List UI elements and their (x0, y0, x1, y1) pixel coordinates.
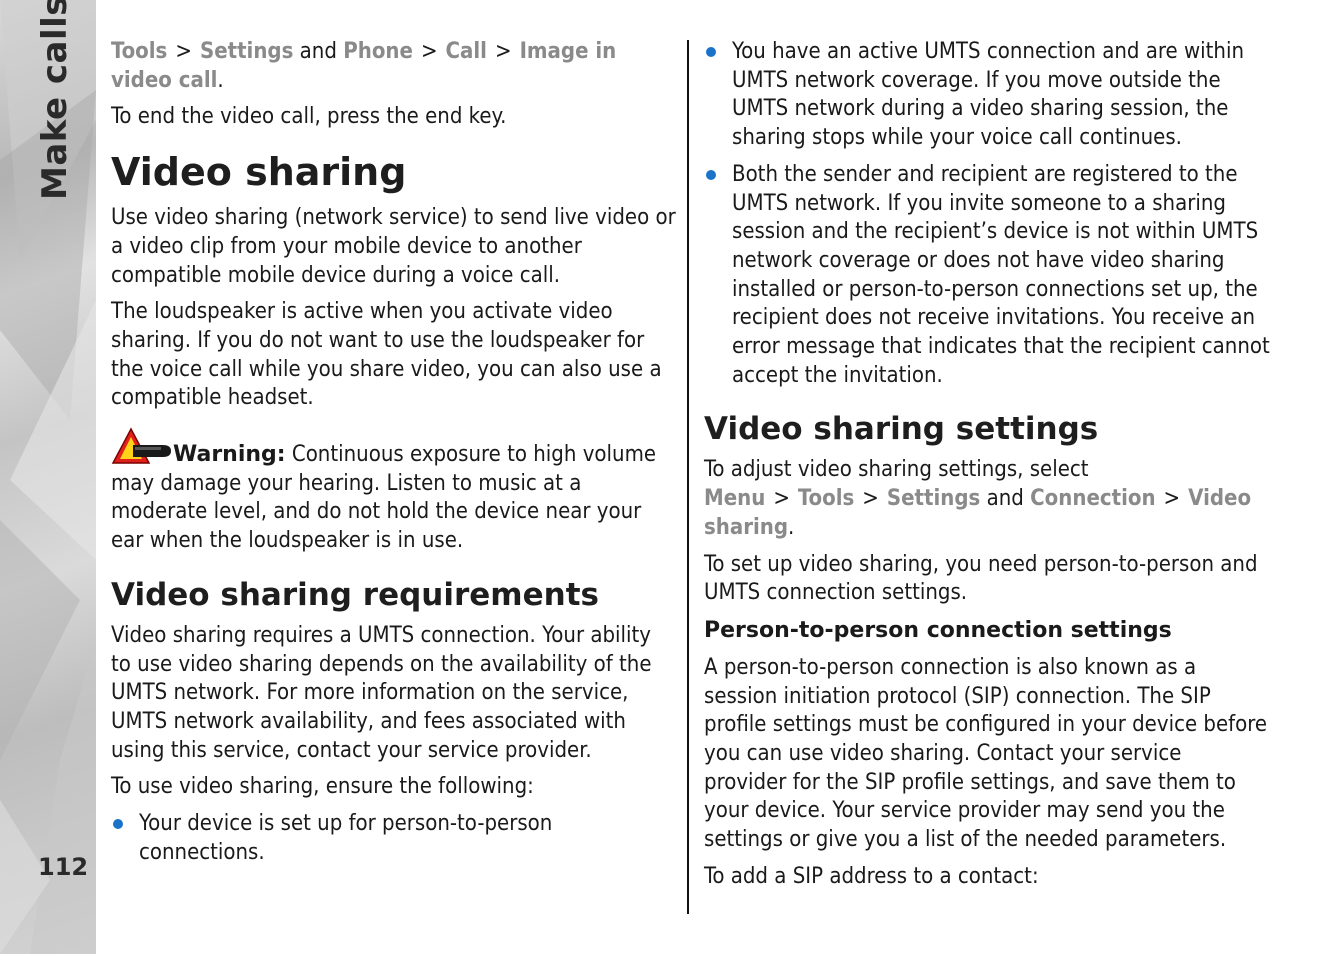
add-sip-paragraph: To add a SIP address to a contact: (704, 863, 1039, 889)
requirements-paragraph: Video sharing requires a UMTS connection. Your ability to use video sharing depends on the availability of the UMTS network. For more information on the service, UMTS network availability, and fees associated with using this service, contact your service provider. (111, 622, 652, 763)
warning-triangle-hand-icon (111, 427, 173, 467)
menu-path-image-in-video-call: Image in video call (111, 39, 617, 93)
loudspeaker-paragraph: The loudspeaker is active when you activate video sharing. If you do not want to use the loudspeaker for the voice call while you share video, you can also use a compatible headset. (111, 299, 662, 411)
warning-text: Continuous exposure to high volume may damage your hearing. Listen to music at a moderate level, and do not hold the device near your ear when the loudspeaker is in use. (111, 442, 657, 554)
menu-path-menu: Menu (704, 486, 766, 512)
settings-heading: Video sharing settings (704, 411, 1099, 448)
section-title (35, 160, 75, 200)
menu-path-settings: Settings (199, 39, 294, 64)
p2p-paragraph: A person-to-person connection is also known as a session initiation protocol (SIP) connection. The SIP profile settings must be configured in your device before you can use video sharing. Contact your service provider for the SIP profile settings, and save them to your device. Your service provider may send you the settings or give you a list of the needed parameters. (704, 654, 1268, 853)
menu-path-settings: Settings (886, 486, 981, 512)
warning-note (111, 427, 676, 556)
warning-label: Warning: (173, 442, 286, 468)
menu-path-connection: Connection (1030, 486, 1156, 512)
bullet-icon (706, 47, 716, 57)
list-item: Both the sender and recipient are registered to the UMTS network. If you invite someone to a sharing session and the recipient’s device is not within UMTS network coverage or does not have video sharing installed or person-to-person connections set up, the recipient does not receive invitations. You receive an error message that indicates that the recipient cannot accept the invitation. (704, 161, 1270, 391)
left-column (111, 38, 676, 875)
settings-setup-paragraph: To set up video sharing, you need person-to-person and UMTS connection settings. (704, 551, 1258, 606)
video-sharing-intro: Use video sharing (network service) to send live video or a video clip from your mobile device to another compatible mobile device during a voice call. (111, 205, 676, 288)
requirements-list-continued (704, 38, 1270, 390)
menu-path-tools: Tools (111, 39, 168, 64)
bullet-icon (706, 170, 716, 180)
column-divider (687, 40, 689, 914)
menu-path-paragraph: Tools > Settings and Phone > Call > Image in video call. (111, 39, 617, 93)
requirements-ensure: To use video sharing, ensure the following: (111, 774, 534, 800)
list-item: You have an active UMTS connection and are within UMTS network coverage. If you move outside the UMTS network during a video sharing session, the sharing stops while your voice call continues. (704, 38, 1270, 153)
video-sharing-heading: Video sharing (111, 150, 407, 195)
bullet-icon (113, 819, 123, 829)
list-item: Your device is set up for person-to-person connections. (111, 810, 676, 867)
end-call-paragraph: To end the video call, press the end key. (111, 104, 507, 130)
right-column (704, 38, 1270, 900)
requirements-heading: Video sharing requirements (111, 576, 599, 613)
menu-path-tools: Tools (797, 486, 855, 512)
settings-path-paragraph: To adjust video sharing settings, select Menu > Tools > Settings and Connection > Video sharing. (704, 457, 1252, 540)
menu-path-video-sharing: Video sharing (704, 486, 1252, 540)
page-number: 112 (38, 853, 89, 881)
p2p-heading: Person-to-person connection settings (704, 617, 1172, 643)
menu-path-call: Call (445, 39, 487, 64)
requirements-list (111, 810, 676, 867)
chapter-sidebar (0, 0, 96, 954)
menu-path-phone: Phone (343, 39, 413, 64)
